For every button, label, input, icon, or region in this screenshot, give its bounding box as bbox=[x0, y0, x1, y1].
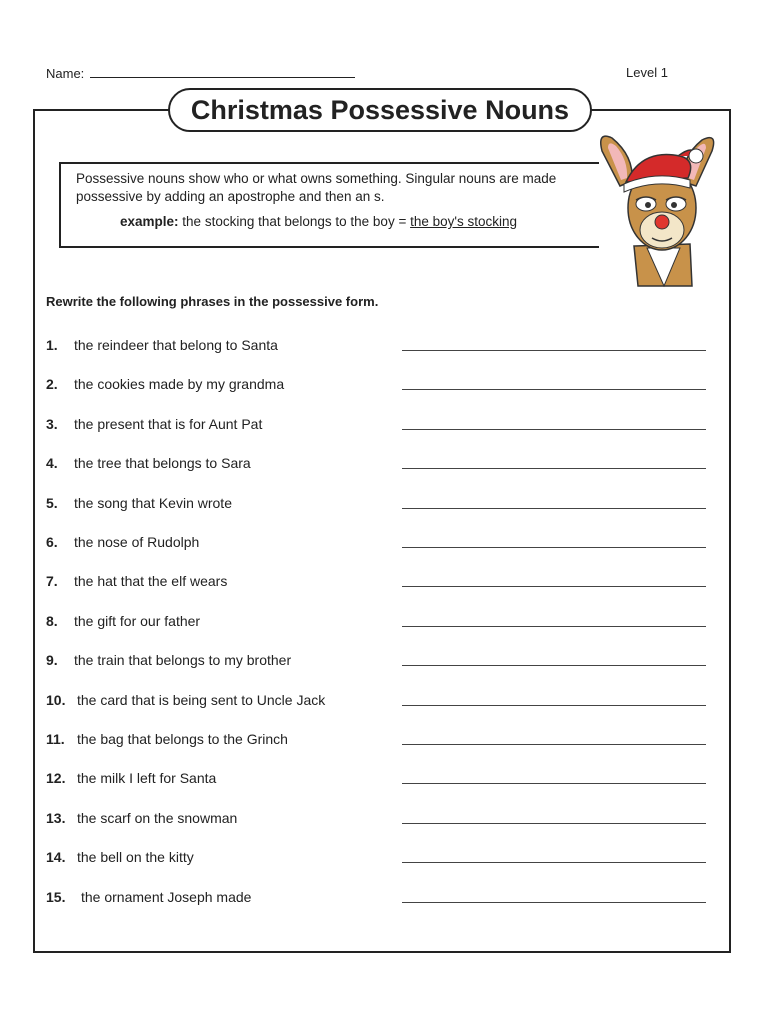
answer-line[interactable] bbox=[402, 822, 706, 824]
exercise-item bbox=[46, 731, 288, 749]
exercise-phrase: the card that is being sent to Uncle Jack bbox=[77, 692, 326, 708]
example-answer: the boy's stocking bbox=[410, 214, 517, 229]
answer-line[interactable] bbox=[402, 743, 706, 745]
exercise-phrase: the hat that the elf wears bbox=[74, 573, 228, 589]
exercise-number: 15. bbox=[46, 889, 66, 905]
answer-line[interactable] bbox=[402, 388, 706, 390]
page-title: Christmas Possessive Nouns bbox=[168, 88, 592, 132]
intro-text: Possessive nouns show who or what owns something. Singular nouns are made possessive by adding an apostrophe and then an s. bbox=[76, 171, 557, 204]
exercise-phrase: the tree that belongs to Sara bbox=[74, 455, 251, 471]
exercise-number: 11. bbox=[46, 731, 65, 747]
exercise-phrase: the reindeer that belong to Santa bbox=[74, 337, 278, 353]
name-blank-line[interactable] bbox=[90, 65, 355, 78]
answer-line[interactable] bbox=[402, 782, 706, 784]
exercise-phrase: the cookies made by my grandma bbox=[74, 376, 285, 392]
exercise-item bbox=[46, 455, 251, 473]
exercise-item bbox=[46, 613, 201, 631]
exercise-item bbox=[46, 889, 252, 907]
name-field[interactable] bbox=[46, 65, 355, 81]
level-label: Level 1 bbox=[626, 65, 668, 80]
example-line bbox=[120, 214, 517, 229]
exercise-item bbox=[46, 652, 292, 670]
reindeer-santa-hat-icon bbox=[592, 126, 722, 291]
exercise-item bbox=[46, 416, 263, 434]
instructions: Rewrite the following phrases in the possessive form. bbox=[46, 294, 379, 309]
exercise-item bbox=[46, 337, 278, 355]
answer-line[interactable] bbox=[402, 625, 706, 627]
exercise-number: 5. bbox=[46, 495, 58, 511]
name-label: Name: bbox=[46, 66, 85, 81]
answer-line[interactable] bbox=[402, 507, 706, 509]
answer-line[interactable] bbox=[402, 664, 706, 666]
exercise-item bbox=[46, 849, 194, 867]
exercise-number: 7. bbox=[46, 573, 58, 589]
exercise-phrase: the bag that belongs to the Grinch bbox=[77, 731, 288, 747]
answer-line[interactable] bbox=[402, 428, 706, 430]
answer-line[interactable] bbox=[402, 861, 706, 863]
exercise-item bbox=[46, 534, 200, 552]
exercise-number: 8. bbox=[46, 613, 58, 629]
answer-line[interactable] bbox=[402, 546, 706, 548]
exercise-phrase: the milk I left for Santa bbox=[77, 770, 217, 786]
exercise-item bbox=[46, 692, 326, 710]
exercise-item bbox=[46, 810, 238, 828]
exercise-phrase: the ornament Joseph made bbox=[81, 889, 252, 905]
exercise-number: 4. bbox=[46, 455, 58, 471]
exercise-phrase: the nose of Rudolph bbox=[74, 534, 200, 550]
answer-line[interactable] bbox=[402, 585, 706, 587]
exercise-phrase: the scarf on the snowman bbox=[77, 810, 238, 826]
example-text: the stocking that belongs to the boy = bbox=[182, 214, 407, 229]
exercise-number: 2. bbox=[46, 376, 58, 392]
exercise-item bbox=[46, 770, 217, 788]
exercise-phrase: the bell on the kitty bbox=[77, 849, 194, 865]
exercise-number: 10. bbox=[46, 692, 66, 708]
exercise-phrase: the song that Kevin wrote bbox=[74, 495, 232, 511]
exercise-number: 3. bbox=[46, 416, 58, 432]
answer-line[interactable] bbox=[402, 467, 706, 469]
exercise-phrase: the gift for our father bbox=[74, 613, 201, 629]
exercise-number: 1. bbox=[46, 337, 58, 353]
exercise-item bbox=[46, 376, 285, 394]
exercise-number: 9. bbox=[46, 652, 58, 668]
exercise-item bbox=[46, 495, 232, 513]
exercise-number: 13. bbox=[46, 810, 66, 826]
exercise-phrase: the present that is for Aunt Pat bbox=[74, 416, 263, 432]
exercise-number: 12. bbox=[46, 770, 66, 786]
answer-line[interactable] bbox=[402, 704, 706, 706]
exercise-number: 14. bbox=[46, 849, 66, 865]
exercise-number: 6. bbox=[46, 534, 58, 550]
answer-line[interactable] bbox=[402, 901, 706, 903]
answer-line[interactable] bbox=[402, 349, 706, 351]
exercise-phrase: the train that belongs to my brother bbox=[74, 652, 292, 668]
exercise-item bbox=[46, 573, 228, 591]
example-label: example: bbox=[120, 214, 179, 229]
